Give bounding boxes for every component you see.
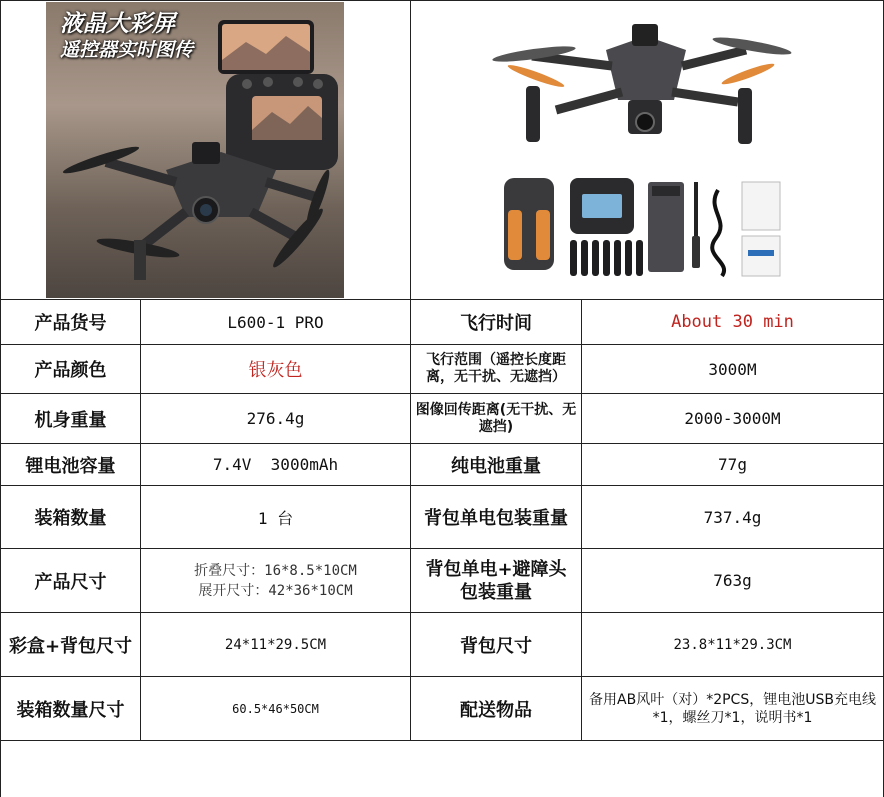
label-battery-weight: 纯电池重量 <box>451 455 541 477</box>
value-accessories: 备用AB风叶（对）*2PCS，锂电池USB充电线*1，螺丝刀*1，说明书*1 <box>589 691 876 726</box>
caption-line-2: 遥控器实时图传 <box>60 38 194 61</box>
value-flight-range: 3000M <box>708 359 757 379</box>
value-product-size <box>141 549 410 612</box>
label-product-size: 产品尺寸 <box>34 571 107 593</box>
value-backpack-size: 23.8*11*29.3CM <box>673 636 792 653</box>
product-photo-remote <box>46 2 344 298</box>
label-flight-time: 飞行时间 <box>460 313 532 334</box>
value-battery-capacity: 7.4V 3000mAh <box>212 455 339 474</box>
value-flight-time: About 30 min <box>671 312 794 332</box>
label-body-weight: 机身重量 <box>34 409 107 431</box>
grid-line <box>0 740 884 741</box>
grid-line <box>0 0 884 1</box>
value-packing-quantity: 1 台 <box>257 508 294 528</box>
label-carton-size: 装箱数量尺寸 <box>16 699 125 721</box>
package-contents-illustration <box>486 10 796 286</box>
drone-remote-illustration <box>46 2 344 298</box>
value-battery-weight: 77g <box>718 455 747 474</box>
value-image-transmission: 2000-3000M <box>684 409 781 428</box>
unfolded-size: 展开尺寸：42*36*10CM <box>198 582 353 599</box>
label-accessories: 配送物品 <box>460 699 532 721</box>
caption-line-1: 液晶大彩屏 <box>60 11 175 37</box>
value-carton-size: 60.5*46*50CM <box>232 701 319 716</box>
label-product-color: 产品颜色 <box>34 360 107 381</box>
label-packing-quantity: 装箱数量 <box>34 508 107 529</box>
folded-size: 折叠尺寸：16*8.5*10CM <box>194 562 357 579</box>
product-photo-package-contents <box>486 10 796 286</box>
value-backpack-weight: 737.4g <box>703 507 762 527</box>
value-model-number: L600-1 PRO <box>227 312 324 332</box>
label-box-backpack-size: 彩盒+背包尺寸 <box>8 635 133 657</box>
value-box-backpack-size: 24*11*29.5CM <box>224 636 327 653</box>
label-flight-range: 飞行范围（遥控长度距离，无干扰、无遮挡） <box>426 352 566 385</box>
label-line-1: 背包单电+避障头 <box>425 558 567 580</box>
label-line-2: 包装重量 <box>460 581 532 603</box>
label-model-number: 产品货号 <box>34 313 107 334</box>
value-backpack-obstacle-weight: 763g <box>713 571 752 590</box>
label-backpack-size: 背包尺寸 <box>460 635 532 657</box>
value-body-weight: 276.4g <box>246 409 305 428</box>
label-battery-capacity: 锂电池容量 <box>25 455 116 477</box>
label-backpack-weight: 背包单电包装重量 <box>424 508 568 529</box>
label-image-transmission: 图像回传距离(无干扰、无遮挡) <box>415 401 577 435</box>
value-product-color: 银灰色 <box>248 360 303 381</box>
label-backpack-obstacle-weight <box>411 549 581 612</box>
